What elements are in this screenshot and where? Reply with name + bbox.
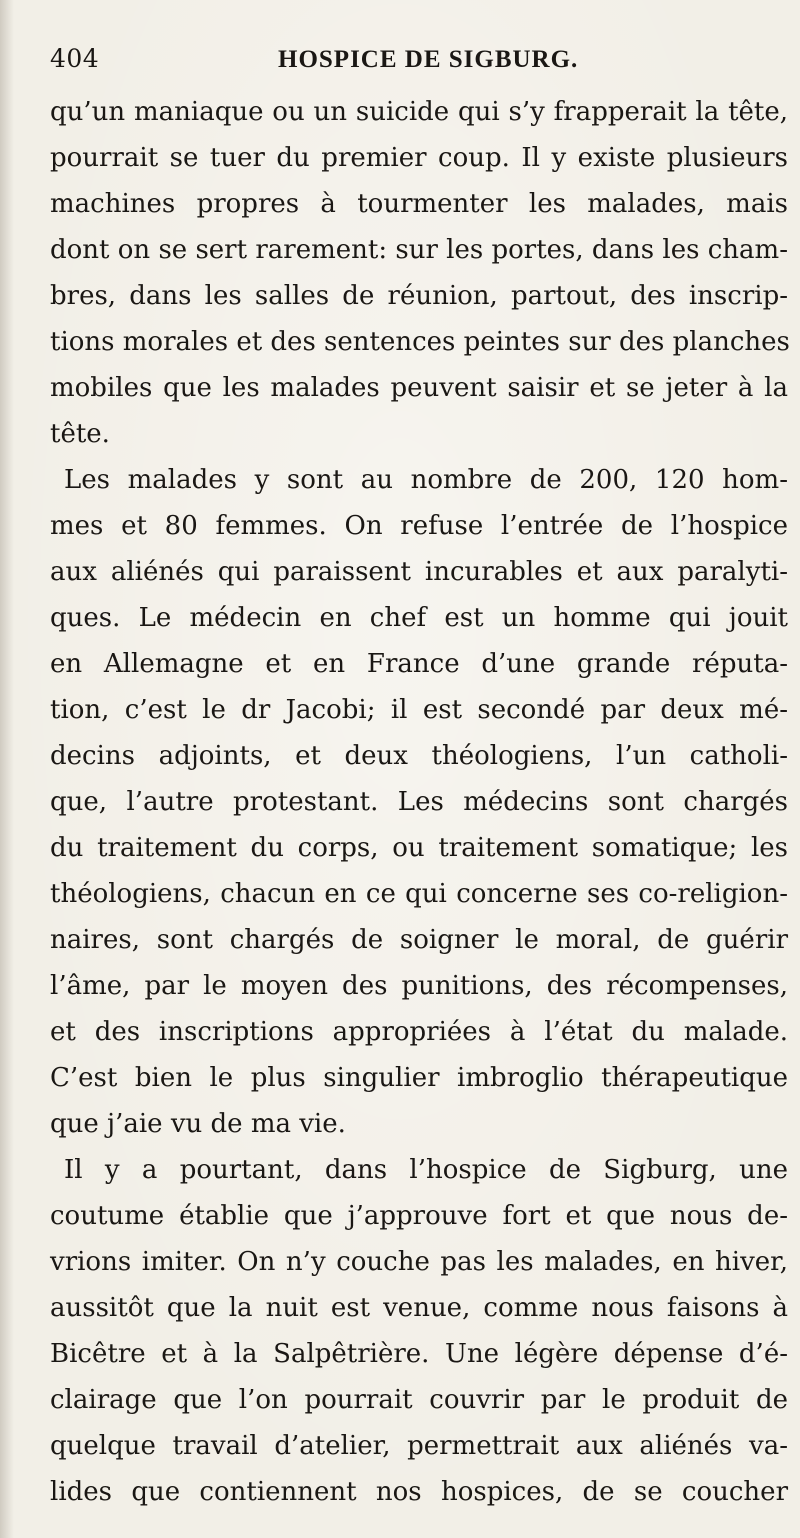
text-line: naires, sont chargés de soigner le moral, de guérir (50, 925, 788, 955)
text-line: C’est bien le plus singulier imbroglio thérapeutique (50, 1063, 788, 1093)
text-line: clairage que l’on pourrait couvrir par le produit de (50, 1385, 788, 1415)
text-line: aux aliénés qui paraissent incurables et aux paralyti- (50, 557, 788, 587)
text-line: l’âme, par le moyen des punitions, des récompenses, (50, 971, 788, 1001)
text-line: théologiens, chacun en ce qui concerne ses co-religion- (50, 879, 788, 909)
text-line: pourrait se tuer du premier coup. Il y existe plusieurs (50, 143, 788, 173)
text-line: que, l’autre protestant. Les médecins sont chargés (50, 787, 788, 817)
page-number: 404 (50, 44, 100, 73)
text-line: quelque travail d’atelier, permettrait aux aliénés va- (50, 1431, 788, 1461)
text-line: du traitement du corps, ou traitement somatique; les (50, 833, 788, 863)
text-line: Bicêtre et à la Salpêtrière. Une légère dépense d’é- (50, 1339, 788, 1369)
paragraph-start: Il y a pourtant, dans l’hospice de Sigburg, une (64, 1155, 788, 1185)
text-line: tions morales et des sentences peintes sur des planches (50, 327, 790, 357)
text-line: bres, dans les salles de réunion, partout, des inscrip- (50, 281, 788, 311)
text-line: en Allemagne et en France d’une grande réputa- (50, 649, 788, 679)
text-line: mes et 80 femmes. On refuse l’entrée de l’hospice (50, 511, 788, 541)
text-line: mobiles que les malades peuvent saisir et se jeter à la (50, 373, 788, 403)
text-line: aussitôt que la nuit est venue, comme nous faisons à (50, 1293, 788, 1323)
text-line: et des inscriptions appropriées à l’état du malade. (50, 1017, 788, 1047)
text-line: ques. Le médecin en chef est un homme qui jouit (50, 603, 788, 633)
paragraph-start: Les malades y sont au nombre de 200, 120 hom- (64, 465, 788, 495)
text-line: decins adjoints, et deux théologiens, l’un catholi- (50, 741, 788, 771)
text-line: lides que contiennent nos hospices, de se coucher (50, 1477, 788, 1507)
text-line: tête. (50, 419, 110, 449)
text-line: dont on se sert rarement: sur les portes, dans les cham- (50, 235, 788, 265)
text-line: tion, c’est le dr Jacobi; il est secondé par deux mé- (50, 695, 788, 725)
text-line: machines propres à tourmenter les malades, mais (50, 189, 788, 219)
text-line: vrions imiter. On n’y couche pas les malades, en hiver, (50, 1247, 788, 1277)
running-title: HOSPICE DE SIGBURG. (278, 46, 579, 73)
text-line: coutume établie que j’approuve fort et que nous de- (50, 1201, 788, 1231)
text-line: qu’un maniaque ou un suicide qui s’y frapperait la tête, (50, 97, 788, 127)
text-line: que j’aie vu de ma vie. (50, 1109, 346, 1139)
